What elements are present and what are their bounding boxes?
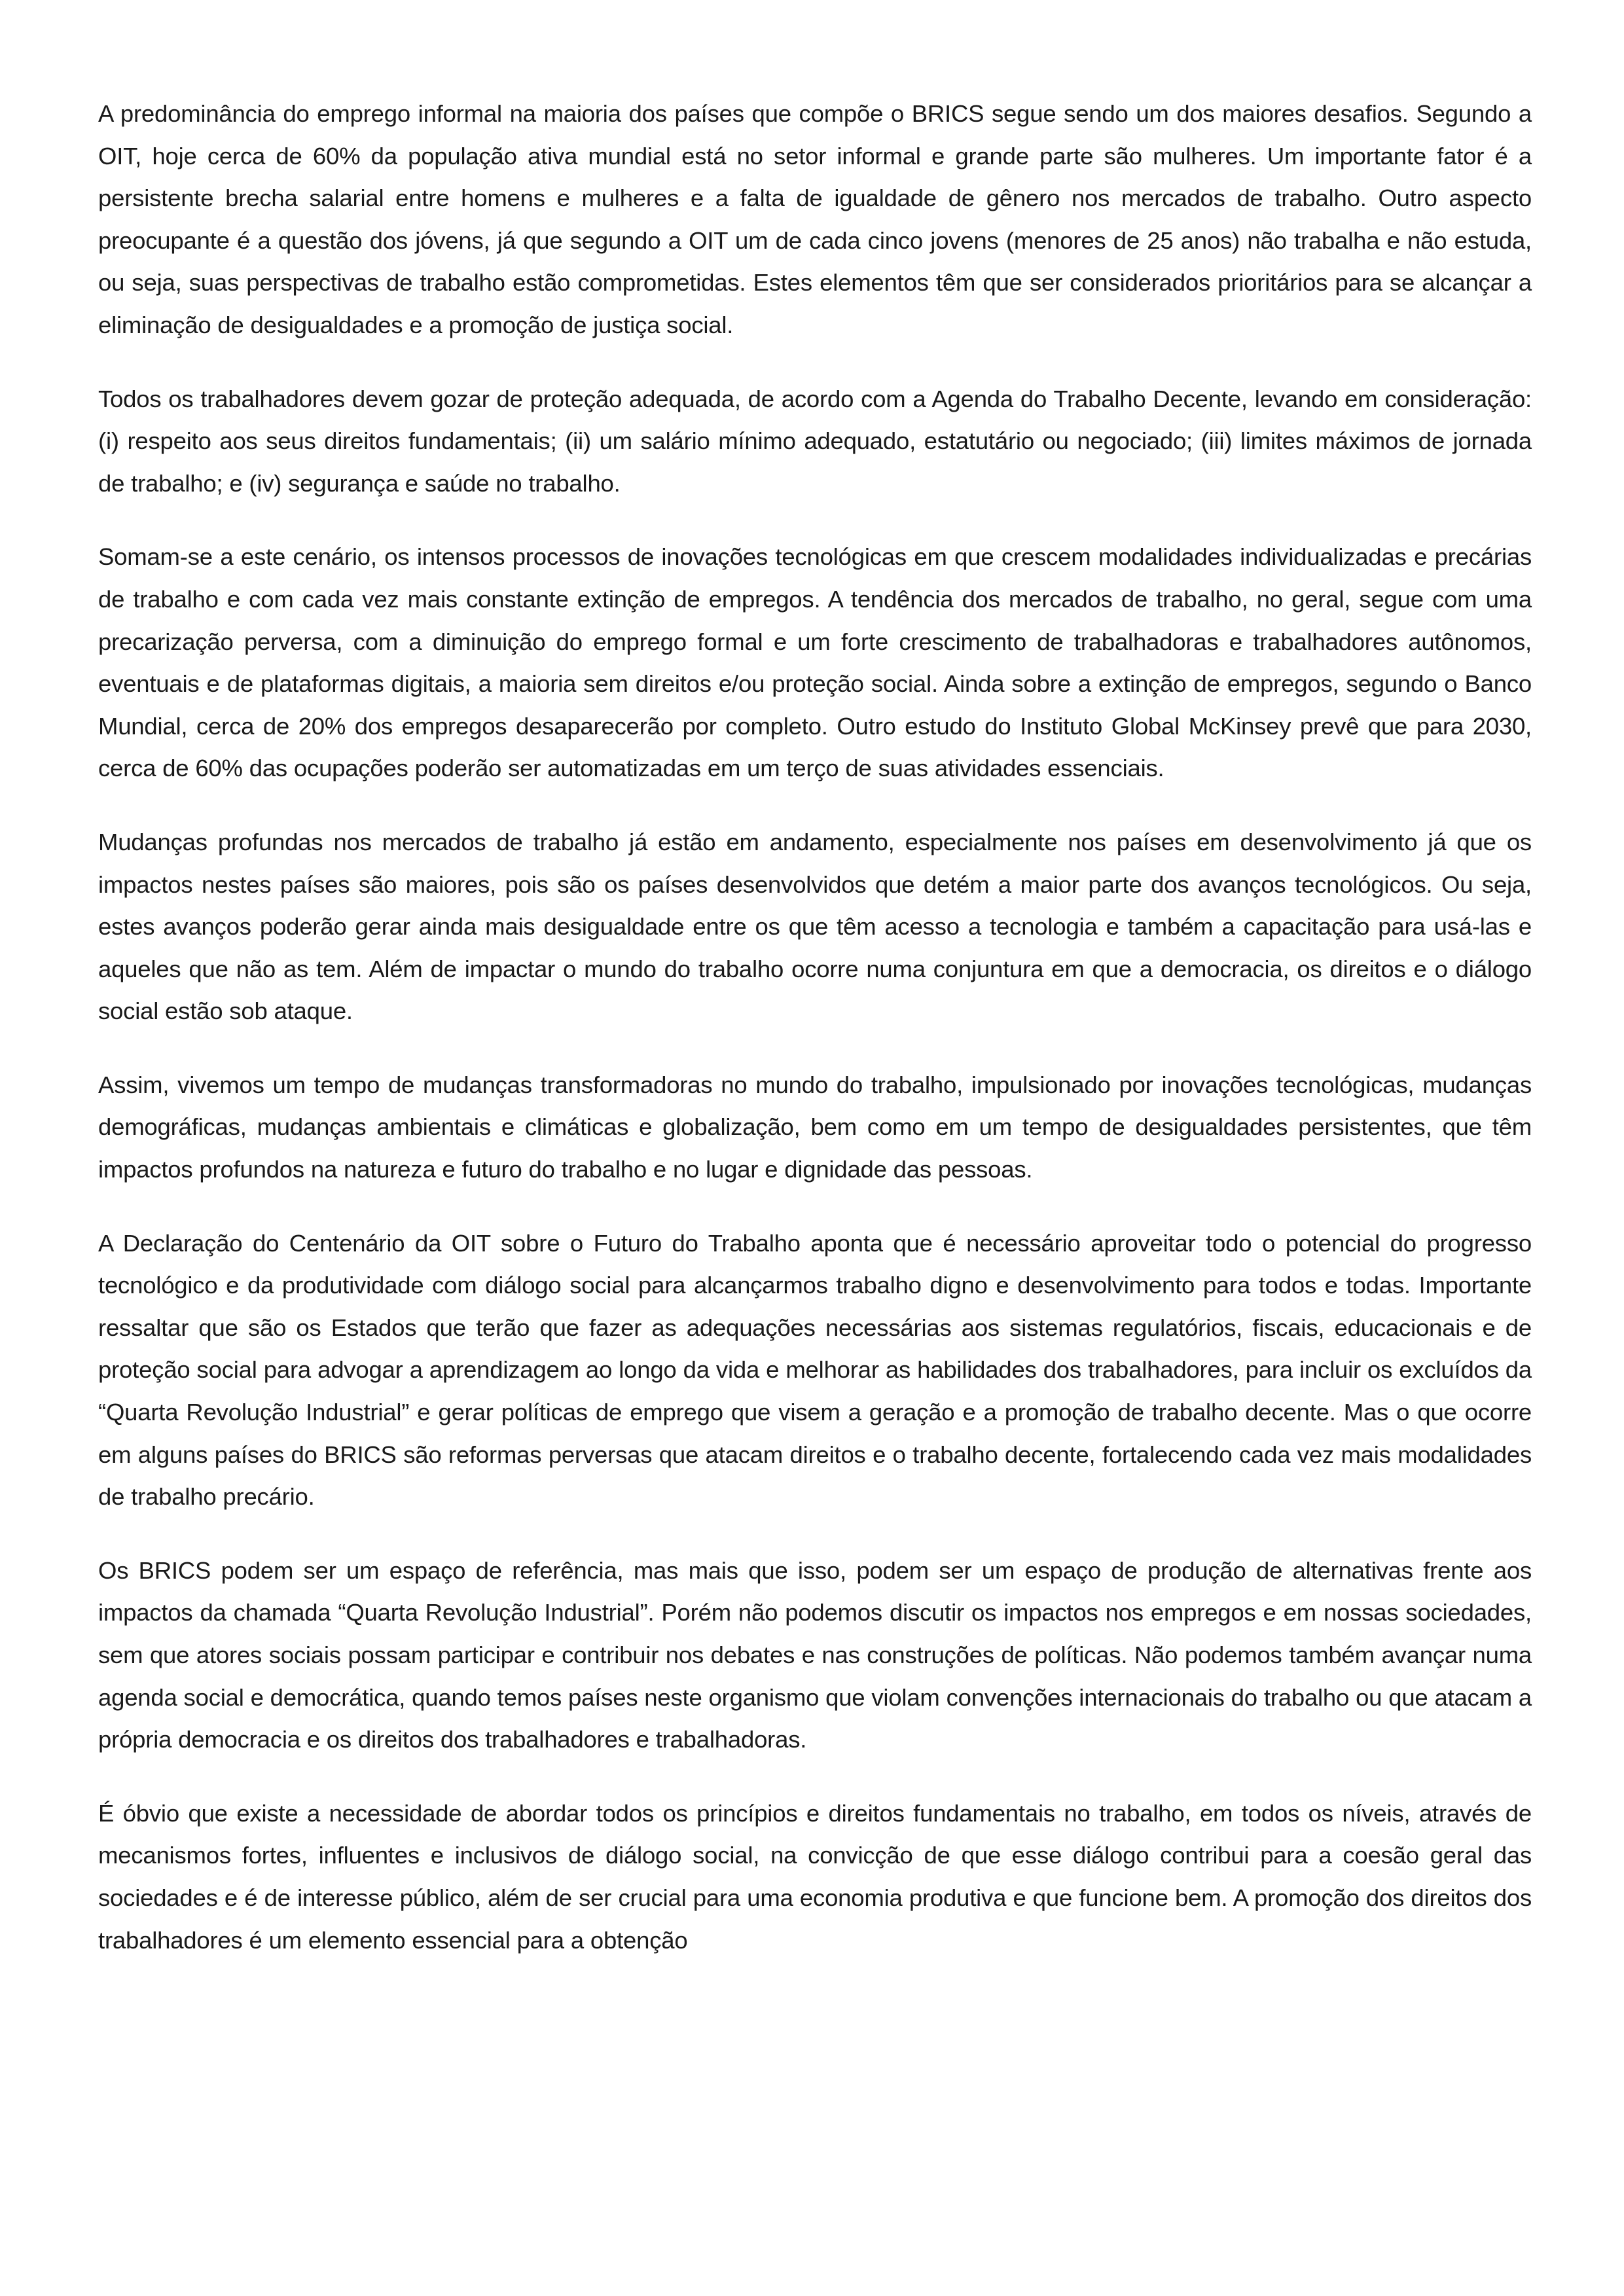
document-body <box>98 93 1532 1993</box>
paragraph-3: Somam-se a este cenário, os intensos processos de inovações tecnológicas em que crescem modalidades individualizadas e precárias de trabalho e com cada vez mais constante extinção de empregos. A tendência dos mercados de trabalho, no geral, segue com uma precarização perversa, com a diminuição do emprego formal e um forte crescimento de trabalhadoras e trabalhadores autônomos, eventuais e de plataformas digitais, a maioria sem direitos e/ou proteção social. Ainda sobre a extinção de empregos, segundo o Banco Mundial, cerca de 20% dos empregos desaparecerão por completo. Outro estudo do Instituto Global McKinsey prevê que para 2030, cerca de 60% das ocupações poderão ser automatizadas em um terço de suas atividades essenciais. <box>98 543 1532 782</box>
paragraph-1: A predominância do emprego informal na maioria dos países que compõe o BRICS segue sendo um dos maiores desafios. Segundo a OIT, hoje cerca de 60% da população ativa mundial está no setor informal e grande parte são mulheres. Um importante fator é a persistente brecha salarial entre homens e mulheres e a falta de igualdade de gênero nos mercados de trabalho. Outro aspecto preocupante é a questão dos jóvens, já que segundo a OIT um de cada cinco jovens (menores de 25 anos) não trabalha e não estuda, ou seja, suas perspectivas de trabalho estão comprometidas. Estes elementos têm que ser considerados prioritários para se alcançar a eliminação de desigualdades e a promoção de justiça social. <box>98 100 1532 338</box>
paragraph-4: Mudanças profundas nos mercados de trabalho já estão em andamento, especialmente nos países em desenvolvimento já que os impactos nestes países são maiores, pois são os países desenvolvidos que detém a maior parte dos avanços tecnológicos. Ou seja, estes avanços poderão gerar ainda mais desigualdade entre os que têm acesso a tecnologia e também a capacitação para usá-las e aqueles que não as tem. Além de impactar o mundo do trabalho ocorre numa conjuntura em que a democracia, os direitos e o diálogo social estão sob ataque. <box>98 828 1532 1025</box>
paragraph-8: É óbvio que existe a necessidade de abordar todos os princípios e direitos fundamentais no trabalho, em todos os níveis, através de mecanismos fortes, influentes e inclusivos de diálogo social, na convicção de que esse diálogo contribui para a coesão geral das sociedades e é de interesse público, além de ser crucial para uma economia produtiva e que funcione bem. A promoção dos direitos dos trabalhadores é um elemento essencial para a obtenção <box>98 1799 1532 1954</box>
paragraph-6: A Declaração do Centenário da OIT sobre o Futuro do Trabalho aponta que é necessário aproveitar todo o potencial do progresso tecnológico e da produtividade com diálogo social para alcançarmos trabalho digno e desenvolvimento para todos e todas. Importante ressaltar que são os Estados que terão que fazer as adequações necessárias aos sistemas regulatórios, fiscais, educacionais e de proteção social para advogar a aprendizagem ao longo da vida e melhorar as habilidades dos trabalhadores, para incluir os excluídos da “Quarta Revolução Industrial” e gerar políticas de emprego que visem a geração e a promoção de trabalho decente. Mas o que ocorre em alguns países do BRICS são reformas perversas que atacam direitos e o trabalho decente, fortalecendo cada vez mais modalidades de trabalho precário. <box>98 1229 1532 1511</box>
paragraph-2: Todos os trabalhadores devem gozar de proteção adequada, de acordo com a Agenda do Trabalho Decente, levando em consideração: (i) respeito aos seus direitos fundamentais; (ii) um salário mínimo adequado, estatutário ou negociado; (iii) limites máximos de jornada de trabalho; e (iv) segurança e saúde no trabalho. <box>98 385 1532 497</box>
paragraph-5: Assim, vivemos um tempo de mudanças transformadoras no mundo do trabalho, impulsionado por inovações tecnológicas, mudanças demográficas, mudanças ambientais e climáticas e globalização, bem como em um tempo de desigualdades persistentes, que têm impactos profundos na natureza e futuro do trabalho e no lugar e dignidade das pessoas. <box>98 1071 1532 1183</box>
paragraph-7: Os BRICS podem ser um espaço de referência, mas mais que isso, podem ser um espaço de produção de alternativas frente aos impactos da chamada “Quarta Revolução Industrial”. Porém não podemos discutir os impactos nos empregos e em nossas sociedades, sem que atores sociais possam participar e contribuir nos debates e nas construções de políticas. Não podemos também avançar numa agenda social e democrática, quando temos países neste organismo que violam convenções internacionais do trabalho ou que atacam a própria democracia e os direitos dos trabalhadores e trabalhadoras. <box>98 1556 1532 1753</box>
